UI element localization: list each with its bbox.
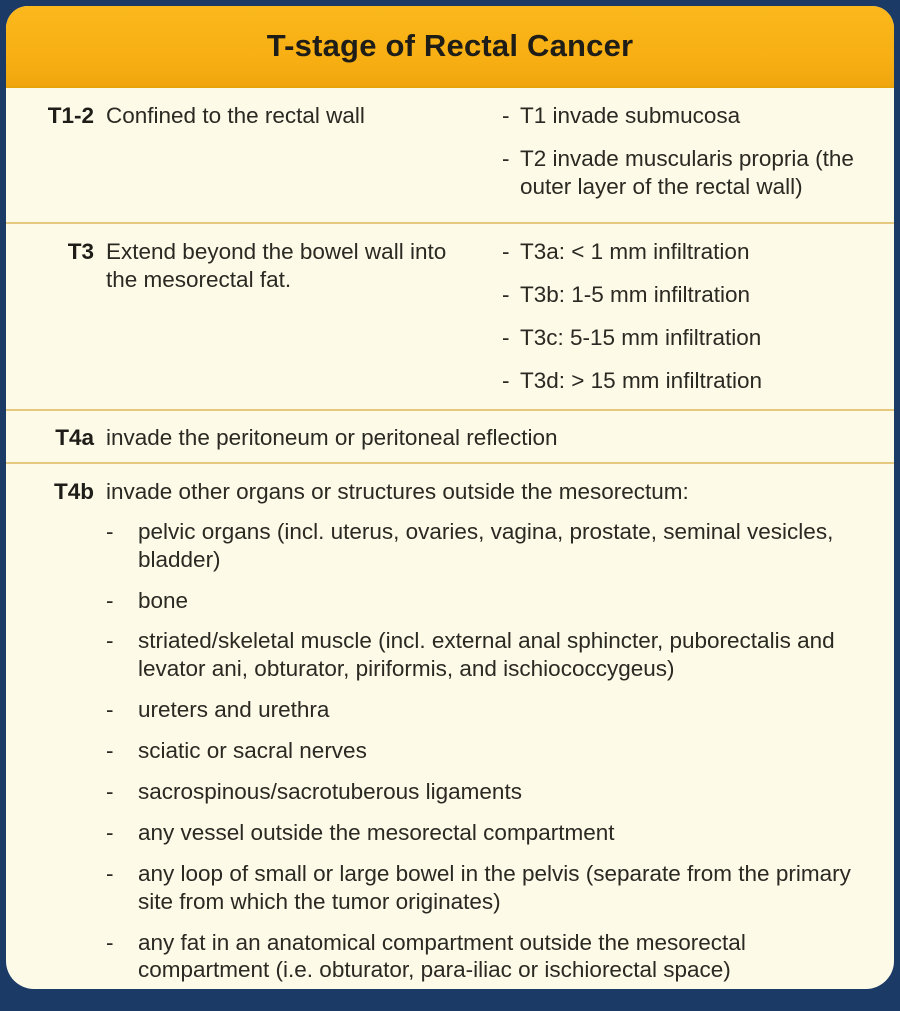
detail-text: T3d: > 15 mm infiltration <box>520 367 762 393</box>
stage-row-t4b <box>6 464 894 989</box>
detail-text: T1 invade submucosa <box>520 103 741 128</box>
stage-row-t1-2 <box>6 88 894 224</box>
detail-text: T3b: 1-5 mm infiltration <box>520 281 751 307</box>
detail-item <box>502 102 874 130</box>
t4b-bullet-item <box>106 737 874 765</box>
t4b-bullet-text: ureters and urethra <box>138 697 330 723</box>
t4b-bullet-list <box>106 518 874 985</box>
t4b-bullet-item <box>106 627 874 683</box>
stage-label: T4b <box>53 478 94 504</box>
t4b-bullet-text: striated/skeletal muscle (incl. external anal sphincter, puborectalis and levator ani, obturator, piriformis, and ischiococcygeus) <box>138 628 835 682</box>
dash-bullet: - <box>106 779 114 805</box>
card-header <box>6 6 894 88</box>
stage-description: invade the peritoneum or peritoneal reflection <box>106 425 558 450</box>
stage-label: T3 <box>67 239 94 264</box>
detail-text: T2 invade muscularis propria (the outer layer of the rectal wall) <box>520 145 854 199</box>
dash-bullet: - <box>106 860 114 886</box>
dash-bullet: - <box>106 819 114 845</box>
dash-bullet: - <box>502 281 510 307</box>
detail-text: T3c: 5-15 mm infiltration <box>520 324 762 350</box>
detail-item <box>502 281 874 309</box>
t4b-bullet-item <box>106 587 874 615</box>
t4b-bullet-item <box>106 860 874 916</box>
t4b-bullet-item <box>106 696 874 724</box>
detail-item <box>502 367 874 395</box>
detail-item <box>502 238 874 266</box>
t4b-bullet-item <box>106 929 874 985</box>
stage-row-t4a <box>6 411 894 464</box>
t4b-bullet-text: pelvic organs (incl. uterus, ovaries, vagina, prostate, seminal vesicles, bladder) <box>138 518 834 572</box>
dash-bullet: - <box>106 697 114 723</box>
stage-detail-list <box>486 238 874 410</box>
t4b-bullet-item <box>106 819 874 847</box>
t4b-bullet-item <box>106 518 874 574</box>
dash-bullet: - <box>502 324 510 350</box>
stage-detail-list <box>486 102 874 216</box>
t4b-bullet-text: any fat in an anatomical compartment outside the mesorectal compartment (i.e. obturator, para-iliac or ischiorectal space) <box>138 929 746 983</box>
stage-content <box>106 478 874 989</box>
detail-text: T3a: < 1 mm infiltration <box>520 239 750 264</box>
detail-item <box>502 324 874 352</box>
t4b-bullet-text: any loop of small or large bowel in the pelvis (separate from the primary site from which the tumor originates) <box>138 860 851 914</box>
dash-bullet: - <box>502 367 510 393</box>
dash-bullet: - <box>502 103 510 128</box>
stage-description: invade other organs or structures outside the mesorectum: <box>106 478 689 504</box>
stage-description: Confined to the rectal wall <box>106 103 365 128</box>
t4b-bullet-text: any vessel outside the mesorectal compartment <box>138 819 615 845</box>
page-title: T-stage of Rectal Cancer <box>266 28 634 63</box>
t4b-bullet-item <box>106 778 874 806</box>
dash-bullet: - <box>106 587 114 613</box>
t4b-bullet-text: sciatic or sacral nerves <box>138 738 367 764</box>
t4b-bullet-text: bone <box>138 587 189 613</box>
stage-row-t3 <box>6 224 894 411</box>
dash-bullet: - <box>106 929 114 955</box>
dash-bullet: - <box>106 518 114 544</box>
t-stage-card <box>6 6 894 989</box>
t4b-bullet-text: sacrospinous/sacrotuberous ligaments <box>138 779 522 805</box>
dash-bullet: - <box>502 239 510 264</box>
dash-bullet: - <box>106 628 114 654</box>
dash-bullet: - <box>502 145 510 171</box>
stage-description: Extend beyond the bowel wall into the mesorectal fat. <box>106 239 447 292</box>
detail-item <box>502 145 874 201</box>
stage-label: T1-2 <box>47 103 94 128</box>
stage-label: T4a <box>55 425 94 450</box>
dash-bullet: - <box>106 738 114 764</box>
